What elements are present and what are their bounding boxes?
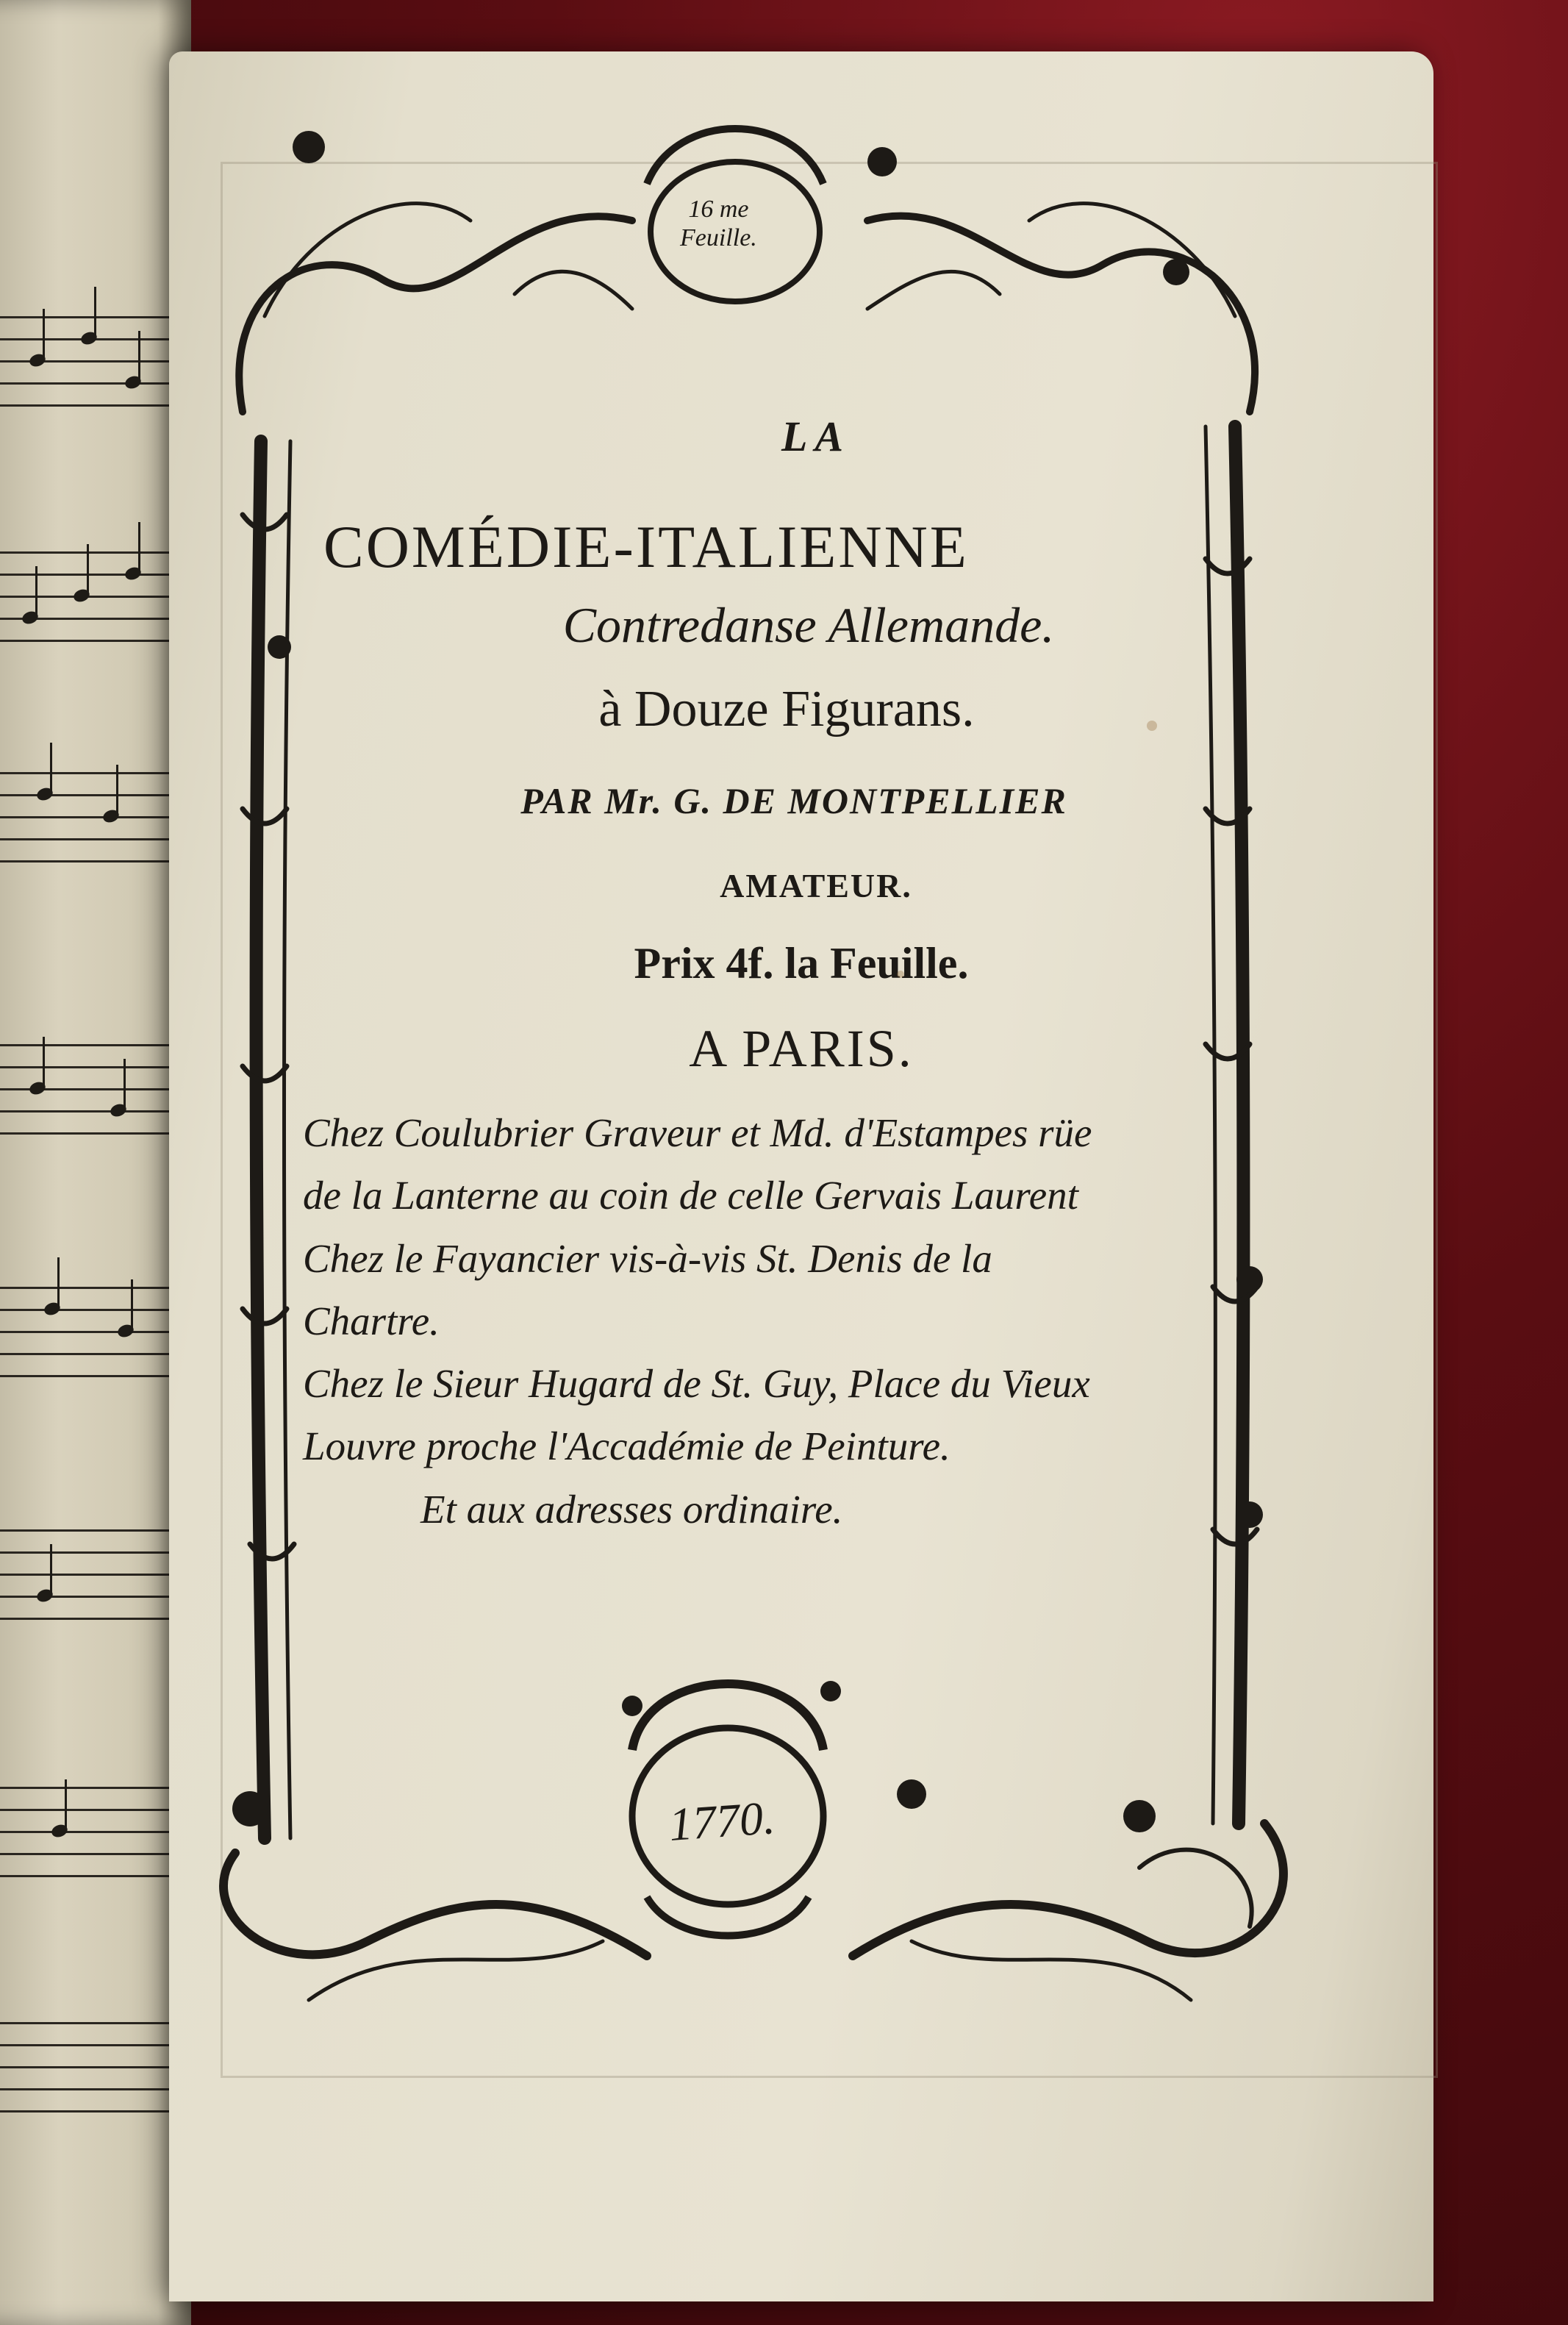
publisher-addresses bbox=[303, 1101, 1273, 1540]
city-line: A PARIS. bbox=[689, 1019, 914, 1078]
subtitle-figurans: à Douze Figurans. bbox=[598, 681, 975, 738]
author-line: PAR Mr. G. DE MONTPELLIER bbox=[520, 780, 1067, 821]
address-line: Louvre proche l'Accadémie de Peinture. bbox=[303, 1424, 951, 1469]
sheet-number: 16 me bbox=[688, 196, 749, 223]
foxing-spot bbox=[897, 971, 904, 978]
title-text-block bbox=[303, 412, 1279, 1540]
work-title: COMÉDIE-ITALIENNE bbox=[323, 513, 969, 580]
year-cartouche-text: 1770. bbox=[667, 1791, 777, 1851]
address-line: Chez Coulubrier Graveur et Md. d'Estampes rüe bbox=[303, 1110, 1092, 1155]
foxing-spot bbox=[1147, 721, 1157, 731]
article-la: LA bbox=[781, 413, 851, 460]
sheet-word: Feuille. bbox=[680, 224, 757, 252]
amateur-line: AMATEUR. bbox=[720, 867, 912, 904]
address-line: Chez le Fayancier vis-à-vis St. Denis de la bbox=[303, 1235, 992, 1281]
subtitle-contredanse: Contredanse Allemande. bbox=[562, 597, 1055, 653]
price-line: Prix 4f. la Feuille. bbox=[634, 939, 969, 988]
address-line: Chez le Sieur Hugard de St. Guy, Place du Vieux bbox=[303, 1361, 1090, 1406]
address-line: Et aux adresses ordinaire. bbox=[420, 1486, 843, 1532]
address-line: de la Lanterne au coin de celle Gervais Laurent bbox=[303, 1173, 1078, 1218]
address-line: Chartre. bbox=[303, 1298, 440, 1343]
sheet-number-cartouche bbox=[680, 195, 757, 252]
